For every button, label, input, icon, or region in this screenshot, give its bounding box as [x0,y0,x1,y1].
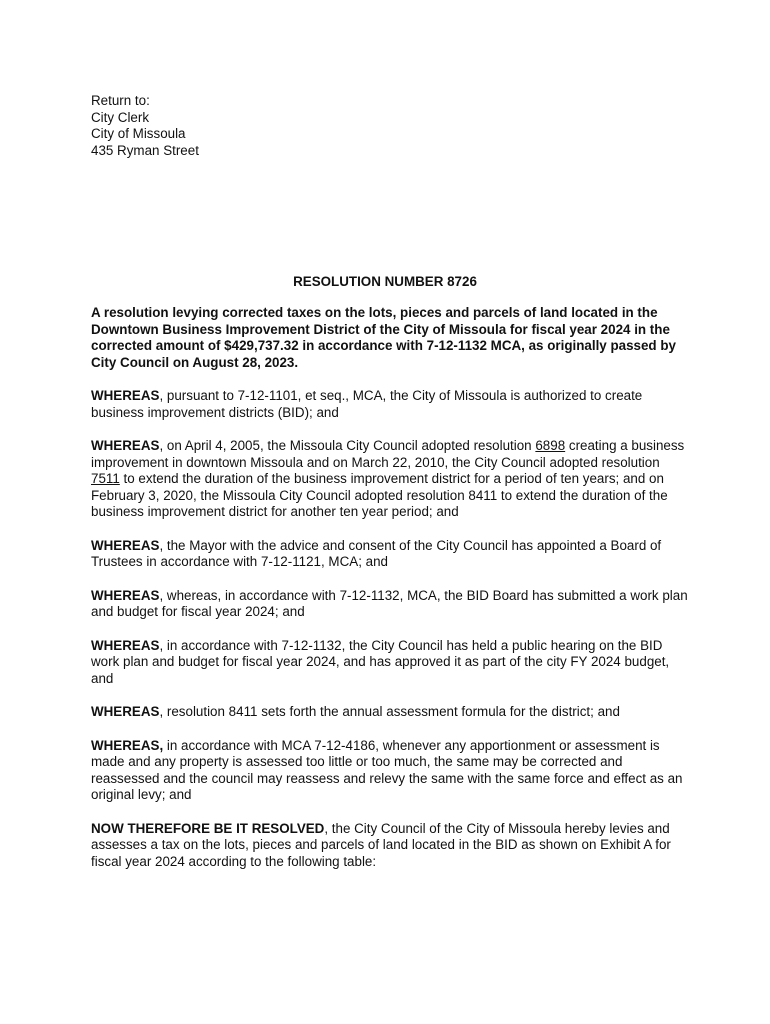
clause-lead: WHEREAS [91,438,160,453]
whereas-clause-4 [91,588,691,621]
clause-text: , on April 4, 2005, the Missoula City Council adopted resolution [159,438,536,453]
clause-text: creating a business improvement in downtown Missoula and on March 22, 2010, the City Council adopted resolution [91,438,685,470]
resolution-title: RESOLUTION NUMBER 8726 [293,274,477,289]
clause-lead: WHEREAS [91,388,160,403]
clause-lead: NOW THEREFORE BE IT RESOLVED [91,820,325,836]
whereas-clause-1 [91,388,691,421]
clause-lead: WHEREAS [91,704,160,719]
clause-text: in accordance with MCA 7-12-4186, whenever any apportionment or assessment is made and any property is assessed too little or too much, the same may be corrected and reassessed and the council may reassess and relevy the same with the same force and effect as an original levy; and [91,737,683,802]
resolved-clause [91,821,691,871]
clause-text: , pursuant to 7-12-1101, et seq., MCA, the City of Missoula is authorized to create business improvement districts (BID); and [91,388,643,420]
resolution-summary: A resolution levying corrected taxes on the lots, pieces and parcels of land located in the Downtown Business Improvement District of the City of Missoula for fiscal year 2024 in the corrected amount of $429,737.32 in accordance with 7-12-1132 MCA, as originally passed by City Council on August 28, 2023. [91,305,676,370]
clause-lead: WHEREAS, [91,737,164,753]
return-address-block [91,93,199,159]
whereas-clause-7 [91,738,691,804]
clause-lead: WHEREAS [91,637,160,653]
whereas-clause-2 [91,438,691,521]
return-to-label: Return to: [91,93,150,108]
clause-text: , in accordance with 7-12-1132, the City Council has held a public hearing on the BID work plan and budget for fiscal year 2024, and has approved it as part of the city FY 2024 budget, and [91,637,670,686]
clause-text: , whereas, in accordance with 7-12-1132, MCA, the BID Board has submitted a work plan and budget for fiscal year 2024; and [91,587,688,619]
clause-text: , the Mayor with the advice and consent of the City Council has appointed a Board of Trustees in accordance with 7-12-1121, MCA; and [91,537,662,569]
clause-lead: WHEREAS [91,537,160,553]
resolution-body [91,305,691,887]
return-street-address: 435 Ryman Street [91,142,199,158]
whereas-clause-5 [91,638,691,688]
whereas-clause-3 [91,538,691,571]
clause-text: , resolution 8411 sets forth the annual assessment formula for the district; and [159,704,620,719]
clause-lead: WHEREAS [91,587,160,603]
return-recipient: City Clerk [91,109,150,125]
return-organization: City of Missoula [91,126,186,141]
resolution-6898-link[interactable]: 6898 [535,438,566,453]
clause-text: , the City Council of the City of Missoula hereby levies and assesses a tax on the lots, pieces and parcels of land located in the BID as shown on Exhibit A for fiscal year 2024 according to the following table: [91,820,671,869]
whereas-clause-6 [91,704,691,721]
resolution-7511-link[interactable]: 7511 [91,471,120,486]
clause-text: to extend the duration of the business improvement district for a period of ten years; and on February 3, 2020, the Missoula City Council adopted resolution 8411 to extend the duration of the business improvement district for another ten year period; and [91,471,668,519]
